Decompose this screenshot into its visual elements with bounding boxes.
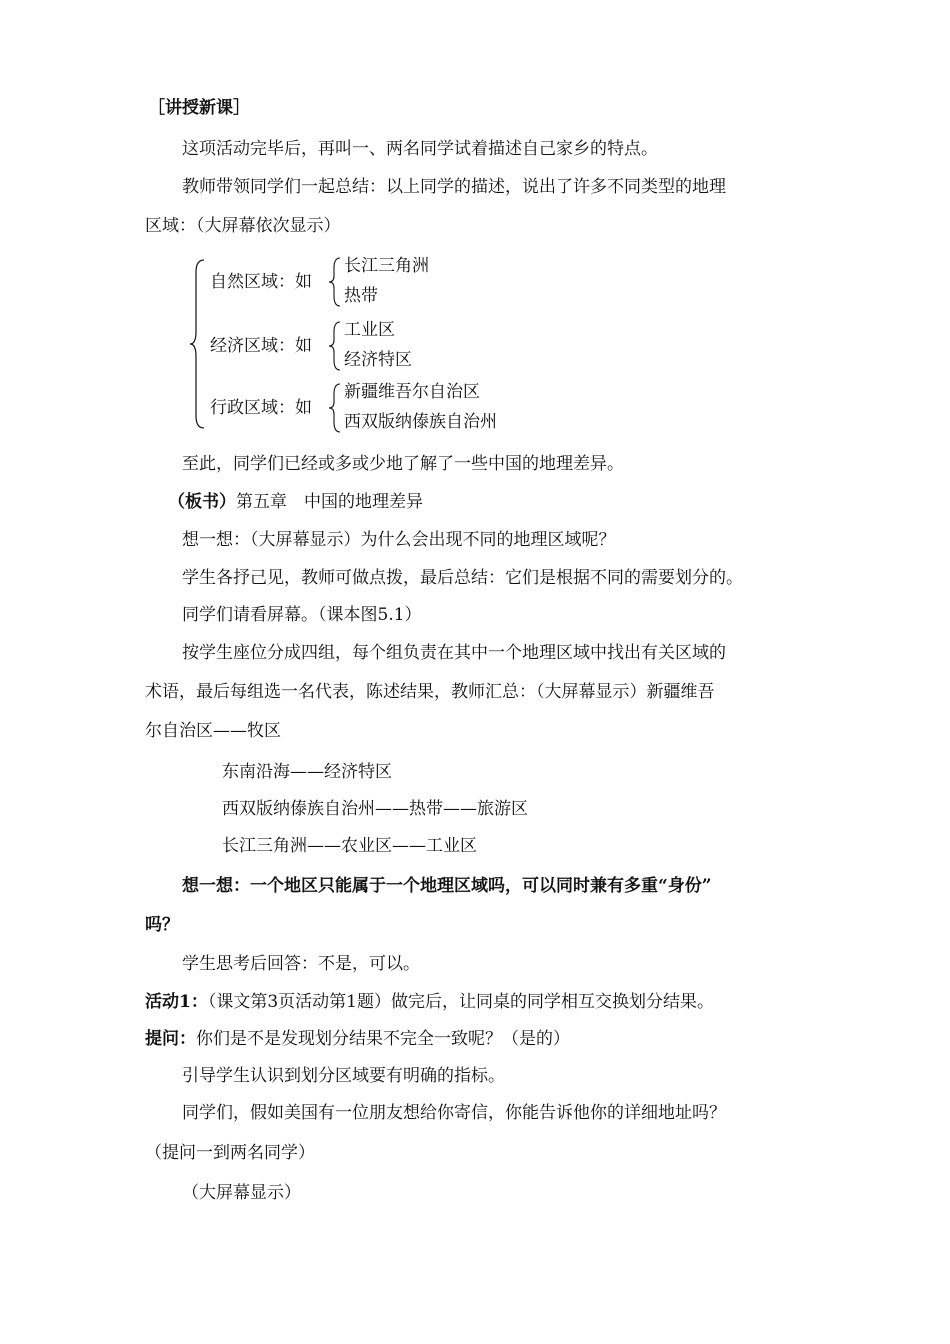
paragraph: 教师带领同学们一起总结：以上同学的描述，说出了许多不同类型的地理 [182, 177, 726, 197]
category-administrative: 行政区域：如 [210, 398, 312, 418]
inner-brace-1 [329, 258, 340, 306]
question-line [145, 1027, 570, 1051]
paragraph: 至此，同学们已经或多或少地了解了一些中国的地理差异。 [182, 454, 624, 474]
paragraph: 尔自治区——牧区 [145, 721, 281, 741]
paragraph: 学生各抒己见，教师可做点拨，最后总结：它们是根据不同的需要划分的。 [182, 568, 743, 588]
category-natural: 自然区域：如 [210, 272, 312, 292]
paragraph: 这项活动完毕后，再叫一、两名同学试着描述自己家乡的特点。 [182, 139, 658, 159]
paragraph: 按学生座位分成四组，每个组负责在其中一个地理区域中找出有关区域的 [182, 643, 726, 663]
board-label: （板书） [168, 492, 236, 512]
outer-brace [190, 260, 204, 428]
board-text: 第五章 中国的地理差异 [236, 492, 423, 512]
section-heading: ［讲授新课］ [148, 98, 250, 118]
paragraph: 想一想：（大屏幕显示）为什么会出现不同的地理区域呢？ [182, 530, 616, 550]
example-item: 经济特区 [344, 350, 412, 370]
question-label: 提问： [145, 1029, 196, 1049]
example-item: 新疆维吾尔自治区 [344, 382, 480, 402]
think-question: 想一想：一个地区只能属于一个地理区域吗，可以同时兼有多重“身份” [182, 876, 712, 896]
think-question: 吗？ [145, 915, 179, 935]
paragraph: 同学们，假如美国有一位朋友想给你寄信，你能告诉他你的详细地址吗？ [182, 1103, 726, 1123]
example-item: 工业区 [344, 320, 395, 340]
list-item: 东南沿海——经济特区 [222, 762, 392, 782]
list-item: 长江三角洲——农业区——工业区 [222, 836, 477, 856]
inner-brace-3 [329, 384, 340, 432]
question-text: 你们是不是发现划分结果不完全一致呢？（是的） [196, 1029, 570, 1049]
paragraph: 区域：（大屏幕依次显示） [145, 216, 341, 236]
paragraph: 引导学生认识到划分区域要有明确的指标。 [182, 1066, 505, 1086]
paragraph: 术语，最后每组选一名代表，陈述结果，教师汇总：（大屏幕显示）新疆维吾 [145, 682, 715, 702]
paragraph: （提问一到两名同学） [145, 1143, 315, 1163]
activity-text: （课文第3页活动第1题）做完后，让同桌的同学相互交换划分结果。 [207, 992, 714, 1012]
category-economic: 经济区域：如 [210, 336, 312, 356]
activity-label: 活动1： [145, 992, 208, 1012]
inner-brace-2 [329, 322, 340, 370]
paragraph: 学生思考后回答：不是，可以。 [182, 954, 420, 974]
activity-line [145, 990, 714, 1014]
example-item: 西双版纳傣族自治州 [344, 412, 497, 432]
example-item: 热带 [344, 286, 378, 306]
list-item: 西双版纳傣族自治州——热带——旅游区 [222, 799, 528, 819]
paragraph: （大屏幕显示） [182, 1183, 301, 1203]
example-item: 长江三角洲 [344, 256, 429, 276]
region-classification-diagram [188, 250, 588, 440]
board-note [168, 490, 423, 514]
paragraph: 同学们请看屏幕。（课本图5.1） [182, 605, 422, 625]
